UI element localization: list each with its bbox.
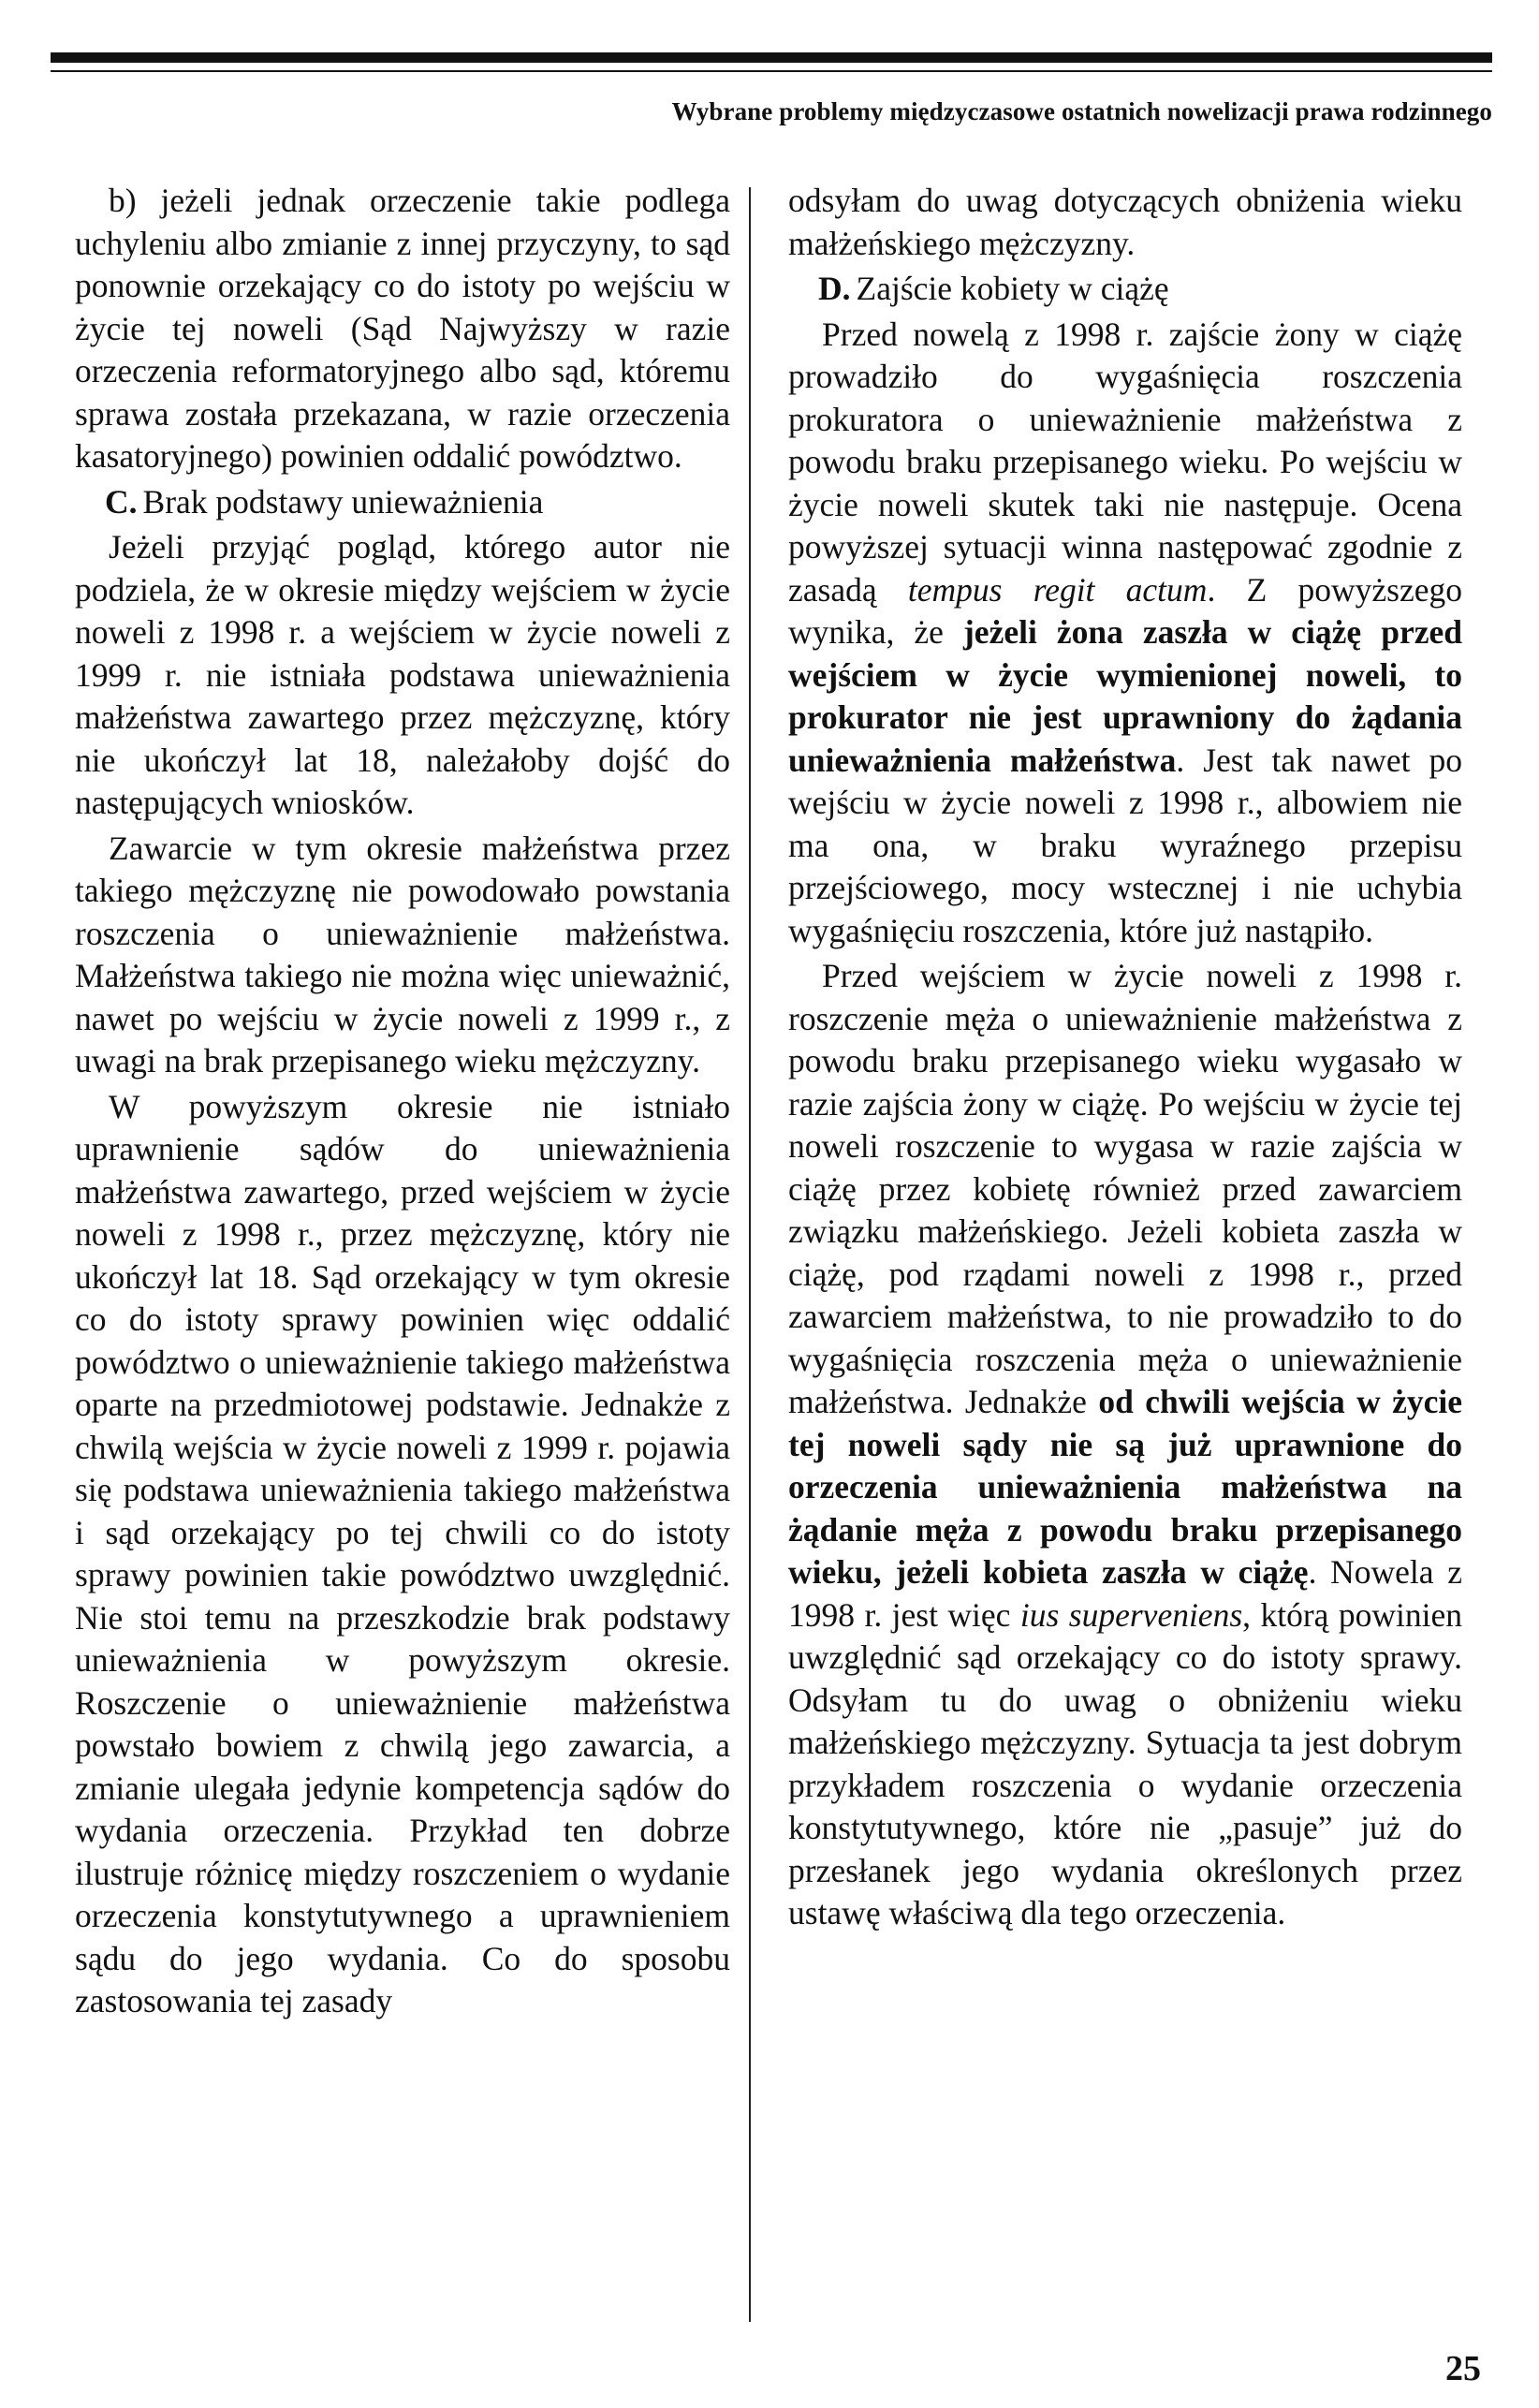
section-heading-c: [75, 481, 730, 524]
section-marker-c: C.: [105, 482, 138, 521]
text-run: Przed wejściem w życie noweli z 1998 r. roszczenie męża o unieważnienie małżeństwa z powodu braku przepisanego wieku wygasało w razie zajścia żony w ciążę. Po wejściu w życie tej noweli roszczenie to wygasa w razie zajścia w ciążę przez kobietę również przed zawarciem związku małżeńskiego. Jeżeli kobieta zaszła w ciążę, pod rządami noweli z 1998 r., przed zawarciem małżeństwa, to nie prowadziło to do wygaśnięcia roszczenia męża o unieważnienie małżeństwa. Jednakże: [788, 957, 1462, 1420]
paragraph: W powyższym okresie nie istniało uprawnienie sądów do unieważnienia małżeństwa zawartego, przed wejściem w życie noweli z 1998 r., przez mężczyznę, który nie ukończył lat 18. Sąd orzekający w tym okresie co do istoty sprawy powinien więc oddalić powództwo o unieważnienie takiego małżeństwa oparte na przedmiotowej podstawie. Jednakże z chwilą wejścia w życie noweli z 1999 r. pojawia się podstawa unieważnienia takiego małżeństwa i sąd orzekający po tej chwili co do istoty sprawy powinien takie powództwo uwzględnić. Nie stoi temu na przeszkodzie brak podstawy unieważnienia w powyższym okresie. Roszczenie o unieważnienie małżeństwa powstało bowiem z chwilą jego zawarcia, a zmianie ulegała jedynie kompetencja sądów do wydania orzeczenia. Przykład ten dobrze ilustruje różnicę między roszczeniem o wydanie orzeczenia konstytutywnego a uprawnieniem sądu do jego wydania. Co do sposobu zastosowania tej zasady: [75, 1087, 730, 2019]
text-run: Przed nowelą z 1998 r. zajście żony w ciążę prowadziło do wygaśnięcia roszczenia prokuratora o unieważnienie małżeństwa z powodu braku przepisanego wieku. Po wejściu w życie noweli skutek taki nie następuje. Ocena powyższej sytuacji winna następować zgodnie z zasadą: [788, 315, 1462, 609]
text-run: . Nowela z 1998 r. jest więc: [788, 1553, 1462, 1634]
column-divider: [749, 187, 751, 2322]
latin-phrase: ius superveniens: [1019, 1595, 1243, 1634]
text-run: , którą powinien uwzględnić sąd orzekający co do istoty sprawy. Odsyłam tu do uwag o obniżeniu wieku małżeńskiego mężczyzny. Sytuacja ta jest dobrym przykładem roszczenia o wydanie orzeczenia konstytutywnego, które nie „pasuje” już do przesłanek jego wydania określonych przez ustawę właściwą dla tego orzeczenia.: [788, 1595, 1463, 1931]
paragraph-continuation: odsyłam do uwag dotyczących obniżenia wieku małżeńskiego mężczyzny.: [788, 182, 1462, 262]
section-heading-c-text: Brak podstawy unieważnienia: [142, 482, 544, 521]
section-heading-d-text: Zajście kobiety w ciążę: [856, 270, 1169, 307]
running-header: Wybrane problemy międzyczasowe ostatnich nowelizacji prawa rodzinnego: [671, 97, 1492, 125]
text-run: . Z powyższego wynika, że: [788, 570, 1462, 651]
bold-conclusion: od chwili wejścia w życie tej noweli sądy nie są już uprawnione do orzeczenia unieważnienia małżeństwa na żądanie męża z powodu braku przepisanego wieku, jeżeli kobieta zaszła w ciążę: [788, 1383, 1462, 1591]
paragraph-b-continuation: b) jeżeli jednak orzeczenie takie podlega uchyleniu albo zmianie z innej przyczyny, to sąd ponownie orzekający co do istoty po wejściu w życie tej noweli (Sąd Najwyższy w razie orzeczenia reformatoryjnego albo sąd, któremu sprawa została przekazana, w razie orzeczenia kasatoryjnego) powinien oddalić powództwo.: [75, 182, 730, 475]
header-rule-thick: [51, 52, 1492, 63]
paragraph: [788, 314, 1462, 953]
section-marker-d: D.: [818, 270, 851, 307]
left-column: [75, 180, 730, 2026]
right-column: [788, 180, 1462, 1938]
section-heading-d: [788, 268, 1462, 311]
latin-phrase: tempus regit actum: [907, 570, 1208, 609]
text-run: . Jest tak nawet po wejściu w życie noweli z 1998 r., albowiem nie ma ona, w braku wyraźnego przepisu przejściowego, mocy wstecznej i nie uchybia wygaśnięciu roszczenia, które już nastąpiło.: [788, 741, 1463, 949]
bold-conclusion: jeżeli żona zaszła w ciążę przed wejściem w życie wymienionej noweli, to prokurator nie jest uprawniony do żądania unieważnienia małżeństwa: [788, 613, 1462, 779]
paragraph: Jeżeli przyjąć pogląd, którego autor nie podziela, że w okresie między wejściem w życie noweli z 1998 r. a wejściem w życie noweli z 1999 r. nie istniała podstawa unieważnienia małżeństwa zawartego przez mężczyznę, który nie ukończył lat 18, należałoby dojść do następujących wniosków.: [75, 528, 730, 821]
paragraph: [788, 955, 1462, 1935]
header-rule-thin: [51, 70, 1492, 72]
page-number: 25: [1445, 2349, 1481, 2388]
paragraph: Zawarcie w tym okresie małżeństwa przez takiego mężczyznę nie powodowało powstania roszczenia o unieważnienie małżeństwa. Małżeństwa takiego nie można więc unieważnić, nawet po wejściu w życie noweli z 1999 r., z uwagi na brak przepisanego wieku mężczyzny.: [75, 829, 730, 1079]
